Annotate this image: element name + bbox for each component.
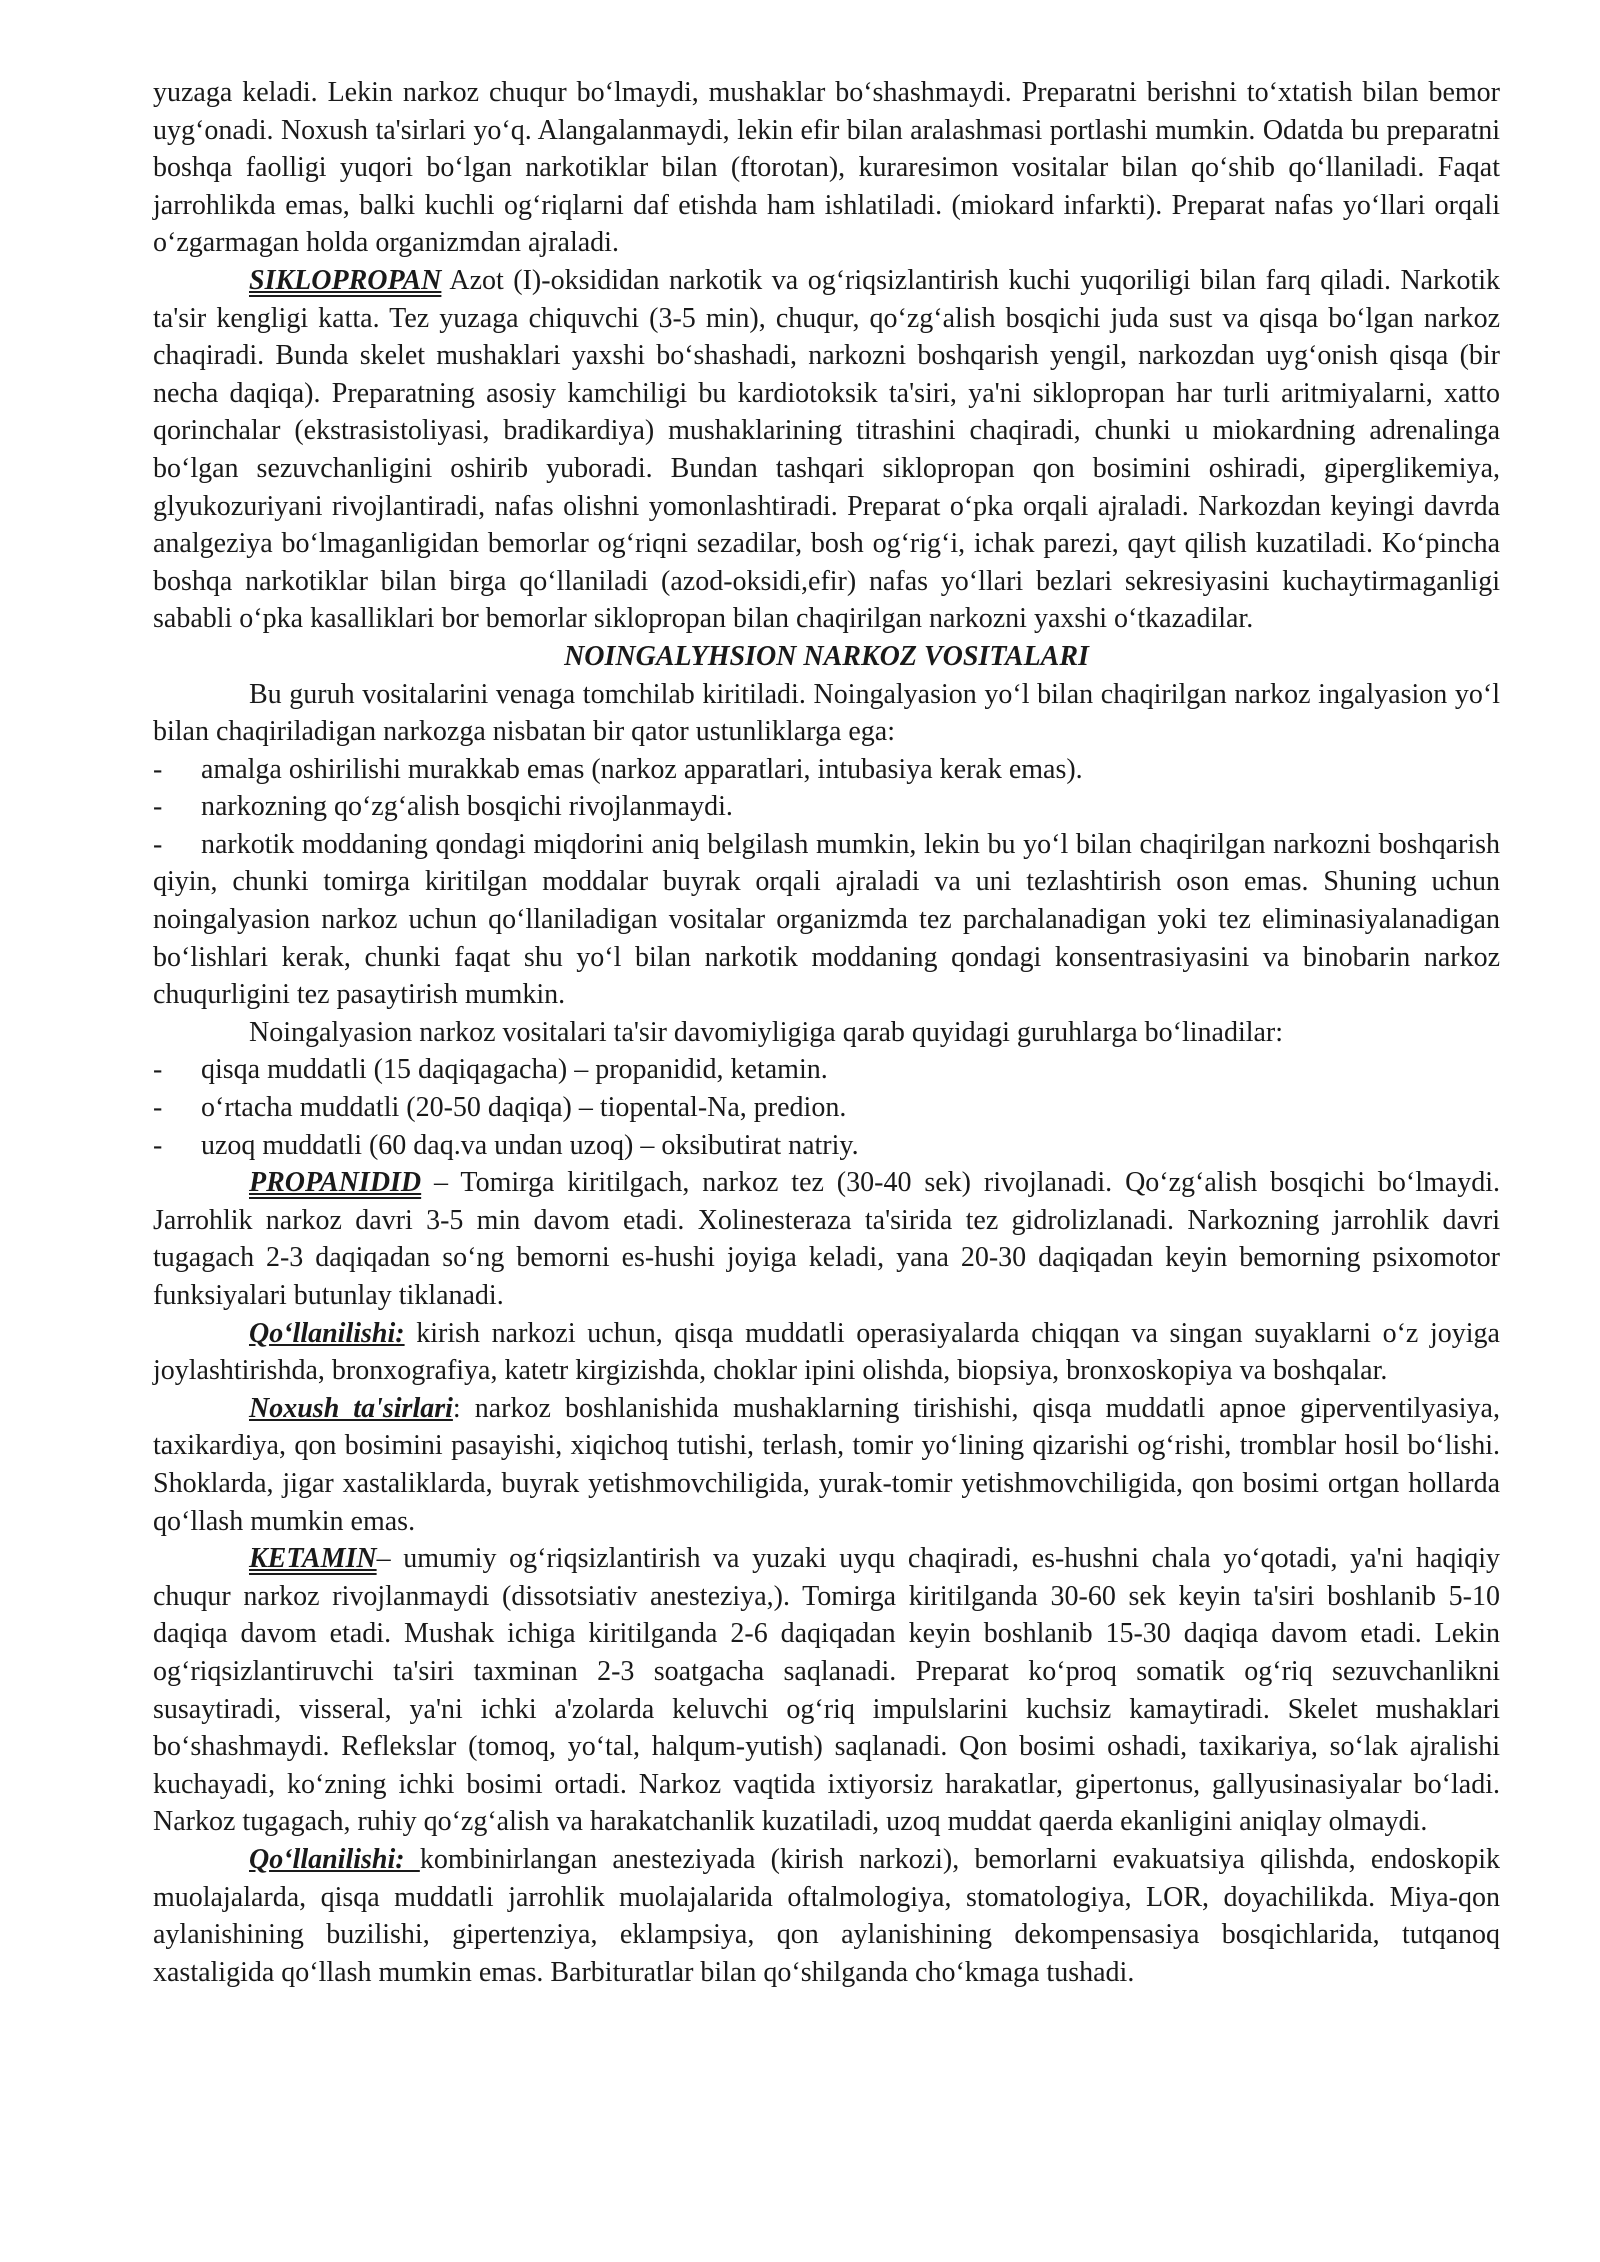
classification-intro: Noingalyasion narkoz vositalari ta'sir davomiyligiga qarab quyidagi guruhlarga bo‘linadilar: (249, 1016, 1284, 1048)
propanidid-text: – Tomirga kiritilgach, narkoz tez (30-40 sek) rivojlanadi. Qo‘zg‘alish bosqichi bo‘lmaydi. Jarrohlik narkoz davri 3-5 min davom etadi. Xolinesteraza ta'sirida tez gidrolizlanadi. Narkozning jarrohlik davri tugagach 2-3 daqiqadan so‘ng bemorni es-hushi joyiga keladi, yana 20-30 daqiqadan keyin bemorning psixomotor funksiyalari butunlay tiklanadi. (153, 1167, 1500, 1311)
list-dash: - (153, 1092, 163, 1124)
siklopropan-paragraph (153, 262, 1500, 638)
intro-paragraph: yuzaga keladi. Lekin narkoz chuqur bo‘lmaydi, mushaklar bo‘shashmaydi. Preparatni berishni to‘xtatish bilan bemor uyg‘onadi. Noxush ta'sirlari yo‘q. Alangalanmaydi, lekin efir bilan aralashmasi portlashi mumkin. Odatda bu preparatni boshqa faolligi yuqori bo‘lgan narkotiklar bilan (ftorotan), kuraresimon vositalar bilan qo‘shib qo‘llaniladi. Faqat jarrohlikda emas, balki kuchli og‘riqlarni daf etishda ham ishlatiladi. (miokard infarkti). Preparat nafas yo‘llari orqali o‘zgarmagan holda organizmdan ajraladi. (153, 77, 1500, 259)
list-item (153, 751, 1500, 789)
list-dash: - (153, 1129, 163, 1161)
propanidid-usage-paragraph (153, 1315, 1500, 1390)
list-dash: - (153, 753, 163, 785)
section-heading: NOINGALYHSION NARKOZ VOSITALARI (564, 640, 1089, 672)
propanidid-term: PROPANIDID (249, 1167, 422, 1199)
ketamin-usage-paragraph (153, 1841, 1500, 1991)
class-item (153, 1127, 1500, 1165)
list-dash: - (153, 791, 163, 823)
class-item (153, 1051, 1500, 1089)
list-item (153, 788, 1500, 826)
ketamin-text: – umumiy og‘riqsizlantirish va yuzaki uyqu chaqiradi, es-hushni chala yo‘qotadi, ya'ni haqiqiy chuqur narkoz rivojlanmaydi (dissotsiativ anesteziya,). Tomirga kiritilganda 30-60 sek keyin ta'siri boshlanib 5-10 daqiqa davom etadi. Mushak ichiga kiritilganda 2-6 daqiqadan keyin boshlanib 15-30 daqiqa davom etadi. Lekin og‘riqsizlantiruvchi ta'siri taxminan 2-3 soatgacha saqlanadi. Preparat ko‘proq somatik og‘riq sezuvchanlikni susaytiradi, visseral, ya'ni ichki a'zolarda keluvchi og‘riq impulslarini kuchsiz kamaytiradi. Skelet mushaklari bo‘shashmaydi. Reflekslar (tomoq, yo‘tal, halqum-yutish) saqlanadi. Qon bosimi oshadi, taxikariya, so‘lak ajralishi kuchayadi, ko‘zning ichki bosimi ortadi. Narkoz vaqtida ixtiyorsiz harakatlar, gipertonus, gallyusinasiyalar bo‘ladi. Narkoz tugagach, ruhiy qo‘zg‘alish va harakatchanlik kuzatiladi, uzoq muddat qaerda ekanligini aniqlay olmaydi. (153, 1543, 1500, 1838)
list-item-text: narkozning qo‘zg‘alish bosqichi rivojlanmaydi. (201, 791, 733, 823)
siklopropan-text: Azot (I)-oksididan narkotik va og‘riqsizlantirish kuchi yuqoriligi bilan farq qiladi. Narkotik ta'sir kengligi katta. Tez yuzaga chiquvchi (3-5 min), chuqur, qo‘zg‘alish bosqichi juda sust va qisqa bo‘lgan narkoz chaqiradi. Bunda skelet mushaklari yaxshi bo‘shashadi, narkozni boshqarish yengil, narkozdan uyg‘onish qisqa (bir necha daqiqa). Preparatning asosiy kamchiligi bu kardiotoksik ta'siri, ya'ni siklopropan har turli aritmiyalarni, xatto qorinchalar (ekstrasistoliyasi, bradikardiya) mushaklarining titrashini chaqiradi, chunki u miokardning adrenalinga bo‘lgan sezuvchanligini oshirib yuboradi. Bundan tashqari siklopropan qon bosimini oshiradi, giperglikemiya, glyukozuriyani rivojlantiradi, nafas olishni yomonlashtiradi. Preparat o‘pka orqali ajraladi. Narkozdan keyingi davrda analgeziya bo‘lmaganligidan bemorlar og‘riqni sezadilar, bosh og‘rig‘i, ichak parezi, qayt qilish kuzatiladi. Ko‘pincha boshqa narkotiklar bilan birga qo‘llaniladi (azod-oksidi,efir) nafas yo‘llari bezlari sekresiyasini kuchaytirmaganligi sababli o‘pka kasalliklari bor bemorlar siklopropan bilan chaqirilgan narkozni yaxshi o‘tkazadilar. (153, 264, 1500, 635)
list-item-text: amalga oshirilishi murakkab emas (narkoz apparatlari, intubasiya kerak emas). (201, 753, 1083, 785)
list-dash: - (153, 1054, 163, 1086)
ketamin-usage-term: Qo‘llanilishi: (249, 1843, 420, 1875)
side-effects-term: Noxush ta'sirlari (249, 1392, 453, 1424)
siklopropan-term: SIKLOPROPAN (249, 264, 442, 296)
ketamin-term: KETAMIN (249, 1543, 377, 1575)
propanidid-paragraph (153, 1164, 1500, 1314)
propanidid-usage-text: kirish narkozi uchun, qisqa muddatli operasiyalarda chiqqan va singan suyaklarni o‘z joyiga joylashtirishda, bronxografiya, katetr kirgizishda, choklar ipini olishda, biopsiya, bronxoskopiya va boshqalar. (153, 1317, 1500, 1387)
list-dash: - (153, 828, 163, 860)
noningalation-intro: Bu guruh vositalarini venaga tomchilab kiritiladi. Noingalyasion yo‘l bilan chaqirilgan narkoz ingalyasion yo‘l bilan chaqiriladigan narkozga nisbatan bir qator ustunliklarga ega: (153, 678, 1500, 748)
side-effects-text: : narkoz boshlanishida mushaklarning tirishishi, qisqa muddatli apnoe giperventilyasiya, taxikardiya, qon bosimini pasayishi, xiqichoq tutishi, terlash, tomir yo‘lining qizarishi og‘rishi, tromblar hosil bo‘lishi. Shoklarda, jigar xastaliklarda, buyrak yetishmovchiligida, yurak-tomir yetishmovchiligida, qon bosimi ortgan hollarda qo‘llash mumkin emas. (153, 1392, 1500, 1537)
class-item-text: o‘rtacha muddatli (20-50 daqiqa) – tiopental-Na, predion. (201, 1092, 847, 1124)
list-item-text: narkotik moddaning qondagi miqdorini aniq belgilash mumkin, lekin bu yo‘l bilan chaqirilgan narkozni boshqarish qiyin, chunki tomirga kiritilgan moddalar buyrak orqali ajraladi va uni tezlashtirish oson emas. Shuning uchun noingalyasion narkoz uchun qo‘llaniladigan vositalar organizmda tez parchalanadigan yoki tez eliminasiyalanadigan bo‘lishlari kerak, chunki faqat shu yo‘l bilan narkotik moddaning qondagi konsentrasiyasini va binobarin narkoz chuqurligini tez pasaytirish mumkin. (153, 828, 1500, 1011)
propanidid-side-effects-paragraph (153, 1390, 1500, 1540)
class-item (153, 1089, 1500, 1127)
class-item-text: uzoq muddatli (60 daq.va undan uzoq) – oksibutirat natriy. (201, 1129, 859, 1161)
class-item-text: qisqa muddatli (15 daqiqagacha) – propanidid, ketamin. (201, 1054, 828, 1086)
ketamin-usage-text: kombinirlangan anesteziyada (kirish narkozi), bemorlarni evakuatsiya qilishda, endoskopik muolajalarda, qisqa muddatli jarrohlik muolajalarida oftalmologiya, stomatologiya, LOR, doyachilikda. Miya-qon aylanishining buzilishi, gipertenziya, eklampsiya, qon aylanishining dekompensasiya bosqichlarida, tutqanoq xastaligida qo‘llash mumkin emas. Barbituratlar bilan qo‘shilganda cho‘kmaga tushadi. (153, 1843, 1500, 1988)
ketamin-paragraph (153, 1540, 1500, 1841)
propanidid-usage-term: Qo‘llanilishi: (249, 1317, 405, 1349)
list-item (153, 826, 1500, 1014)
